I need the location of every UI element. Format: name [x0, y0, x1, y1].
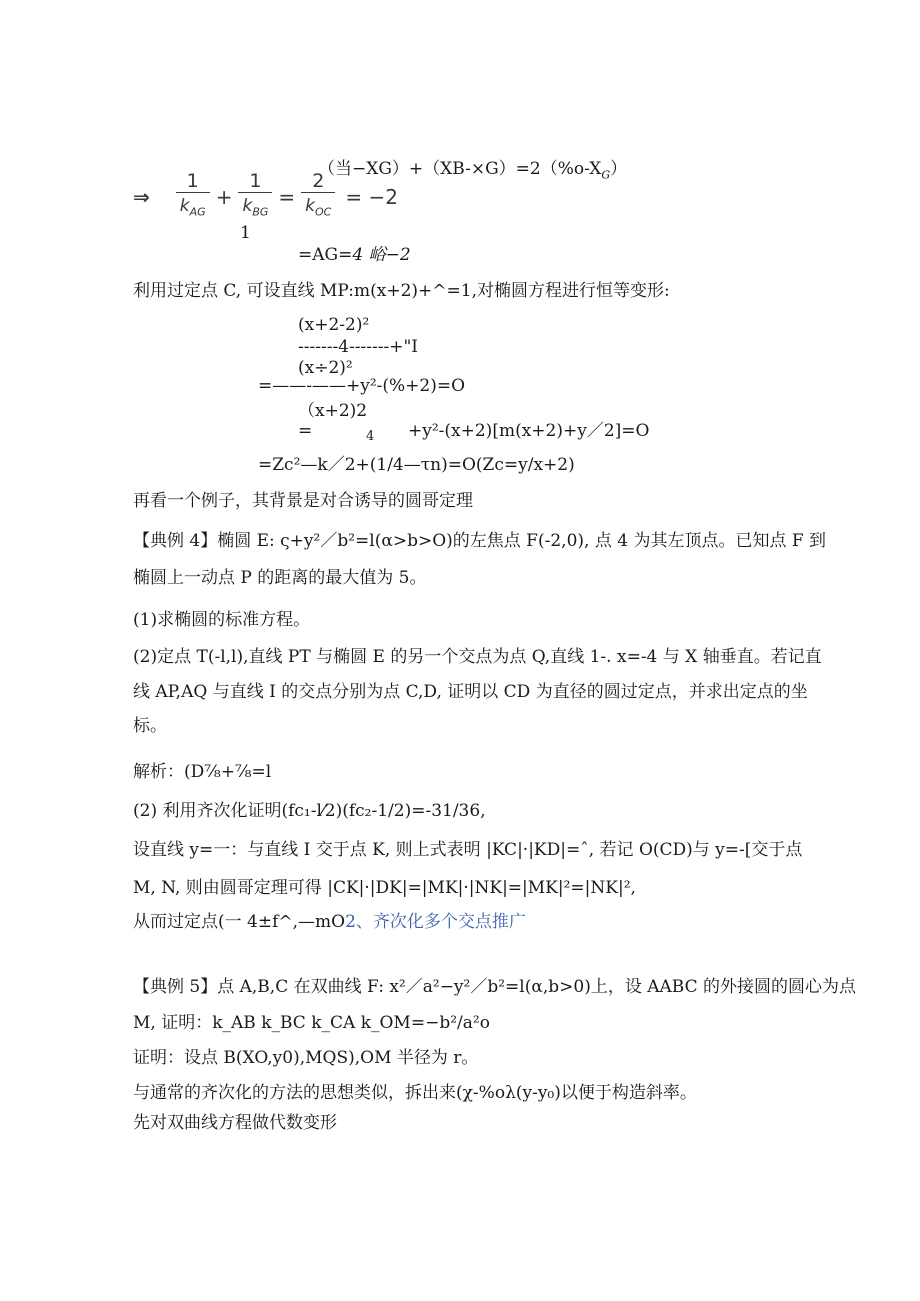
example-4-part-2-line-3: 标。: [133, 716, 167, 736]
transform-line-2: -------4-------+"I: [298, 337, 419, 357]
paragraph-circle-power: 再看一个例子，其背景是对合诱导的圆哥定理: [133, 491, 473, 511]
analysis-line-5: 从而过定点(一 4±f^,—mO2、齐次化多个交点推广: [133, 912, 526, 932]
proof-line-2: 与通常的齐次化的方法的思想类似，拆出来(χ-%oλ(y-y₀)以便于构造斜率。: [133, 1083, 697, 1103]
transform-line-6-eq: =: [298, 421, 313, 441]
example-5-line-2: M, 证明：k_AB k_BC k_CA k_OM=−b²/a²o: [133, 1013, 490, 1033]
proof-line-3: 先对双曲线方程做代数变形: [133, 1113, 337, 1133]
analysis-line-1: 解析：(D⅞+⅞=l: [133, 762, 272, 782]
example-5-line-1: 【典例 5】点 A,B,C 在双曲线 F: x²／a²−y²／b²=l(α,b>0)上，设 AABC 的外接圆的圆心为点: [133, 977, 856, 997]
example-4-part-2-line-1: (2)定点 T(-l,l),直线 PT 与椭圆 E 的另一个交点为点 Q,直线 1-. x=-4 与 X 轴垂直。若记直: [133, 647, 822, 667]
transform-line-4: =——-——+y²-(%+2)=O: [258, 376, 466, 396]
transform-line-1: (x+2-2)²: [298, 315, 370, 335]
example-4-line-1: 【典例 4】椭圆 E: ς+y²／b²=l(α>b>O)的左焦点 F(-2,0), 点 4 为其左顶点。已知点 F 到: [133, 531, 827, 551]
analysis-line-2: (2) 利用齐次化证明(fc₁-l⁄2)(fc₂-1/2)=-31/36,: [133, 801, 486, 821]
fraction-oc: $\frac{2}{k_{OC}}$: [301, 170, 335, 223]
implies-arrow: ⇒: [133, 185, 150, 209]
analysis-line-3: 设直线 y=一：与直线 I 交于点 K, 则上式表明 |KC|·|KD|=ˆ, 若记 O(CD)与 y=-[交于点: [133, 840, 803, 860]
paragraph-line-mp: 利用过定点 C, 可设直线 MP:m(x+2)+^=1,对椭圆方程进行恒等变形:: [133, 281, 670, 301]
analysis-line-4: M, N, 则由圆哥定理可得 |CK|·|DK|=|MK|·|NK|=|MK|²=|NK|²,: [133, 878, 636, 898]
equation-ag: =AG=4 峪−2: [298, 245, 411, 265]
fraction-ag: $\frac{1}{k_{AG}}$: [176, 170, 210, 223]
transform-line-5: （x+2)2: [298, 401, 368, 421]
fraction-bg: $\frac{1}{k_{BG}}$: [238, 170, 272, 223]
proof-line-1: 证明：设点 B(XO,y0),MQS),OM 半径为 r。: [133, 1048, 479, 1068]
example-4-line-2: 椭圆上一动点 P 的距离的最大值为 5。: [133, 568, 427, 588]
reciprocal-slope-formula: ⇒ $\frac{1}{k_{AG}}$ + $\frac{1}{k_{BG}}$ = $\frac{2}{k_{OC}}$ = −2: [133, 172, 400, 222]
stray-one: 1: [240, 223, 251, 243]
transform-line-6-four: 4: [366, 429, 375, 444]
example-4-part-1: (1)求椭圆的标准方程。: [133, 610, 311, 630]
transform-line-7: =Zc²—k／2+(1/4—τn)=O(Zc=y/x+2): [258, 455, 575, 475]
equation-line-1: （当$-XG)+(XB-\times G)=2(\%o-X_G)$: [318, 159, 628, 182]
transform-line-3: (x÷2)²: [298, 358, 353, 378]
section-heading-multiple-intersections: 2、齐次化多个交点推广: [345, 912, 526, 932]
transform-line-6-rest: +y²-(x+2)[m(x+2)+y／2]=O: [408, 421, 650, 441]
example-4-part-2-line-2: 线 AP,AQ 与直线 I 的交点分别为点 C,D, 证明以 CD 为直径的圆过定点，并求出定点的坐: [133, 682, 808, 702]
